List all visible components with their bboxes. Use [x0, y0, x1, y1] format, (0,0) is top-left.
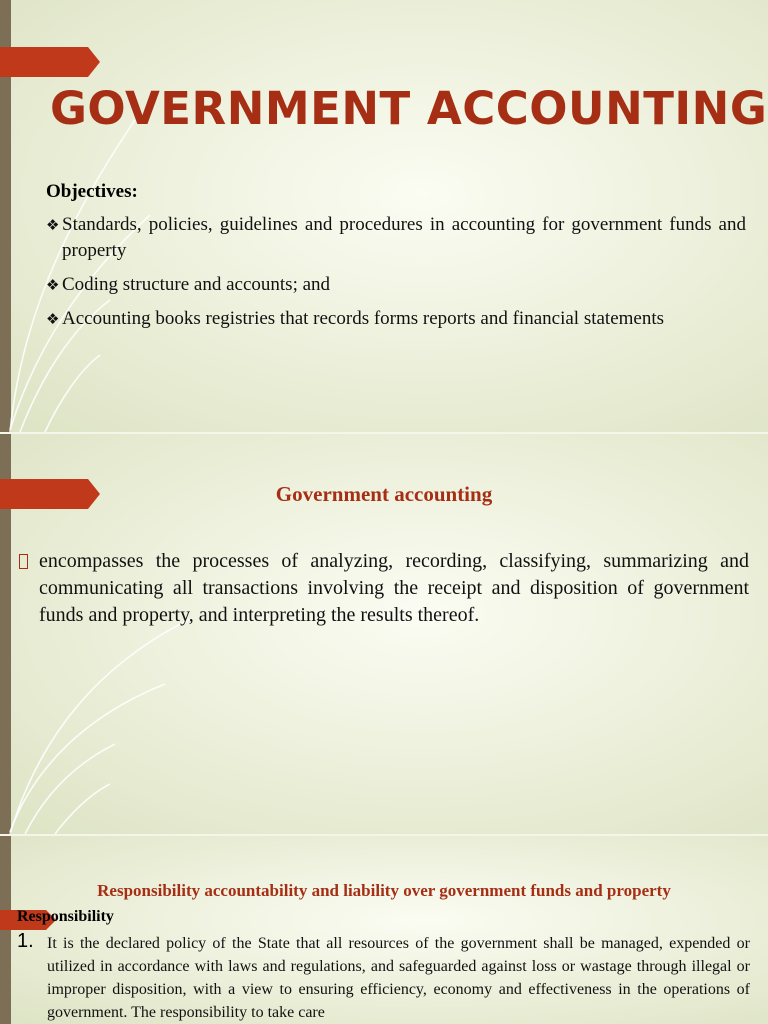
item-number: 1. — [17, 930, 34, 952]
section-title: Government accounting — [275, 482, 493, 506]
title-ribbon — [0, 47, 100, 77]
objectives-label: Objectives: — [46, 181, 138, 202]
slide-responsibility — [0, 836, 768, 1024]
list-item: ❖ Accounting books registries that records forms reports and financial statements — [46, 306, 746, 332]
slide-definition — [0, 434, 768, 834]
objectives-list — [46, 212, 746, 340]
slide-objectives — [0, 0, 768, 432]
list-item: ❖ Coding structure and accounts; and — [46, 272, 746, 298]
diamond-bullet-icon: ❖ — [46, 310, 60, 328]
sidebar-stripe — [0, 836, 11, 1024]
list-item: ❖ Standards, policies, guidelines and procedures in accounting for government funds and property — [46, 214, 746, 261]
responsibility-paragraph: It is the declared policy of the State that all resources of the government shall be managed, expended or utilized in accordance with laws and regulations, and safeguarded against loss or wastage through illegal or improper disposition, with a view to ensuring efficiency, economy and effectiveness in the operations of government. The responsibility to take care — [47, 935, 750, 1021]
definition-paragraph: encompasses the processes of analyzing, recording, classifying, summarizing and communicating all transactions involving the receipt and disposition of government funds and property, and interpreting the results thereof. — [39, 550, 749, 626]
diamond-bullet-icon: ❖ — [46, 276, 60, 294]
page-title: GOVERNMENT ACCOUNTING — [50, 82, 768, 135]
subheading: Responsibility — [17, 908, 114, 925]
section-title: Responsibility accountability and liability over government funds and property — [97, 881, 671, 900]
bullet-box-icon — [19, 554, 28, 569]
diamond-bullet-icon: ❖ — [46, 216, 60, 234]
